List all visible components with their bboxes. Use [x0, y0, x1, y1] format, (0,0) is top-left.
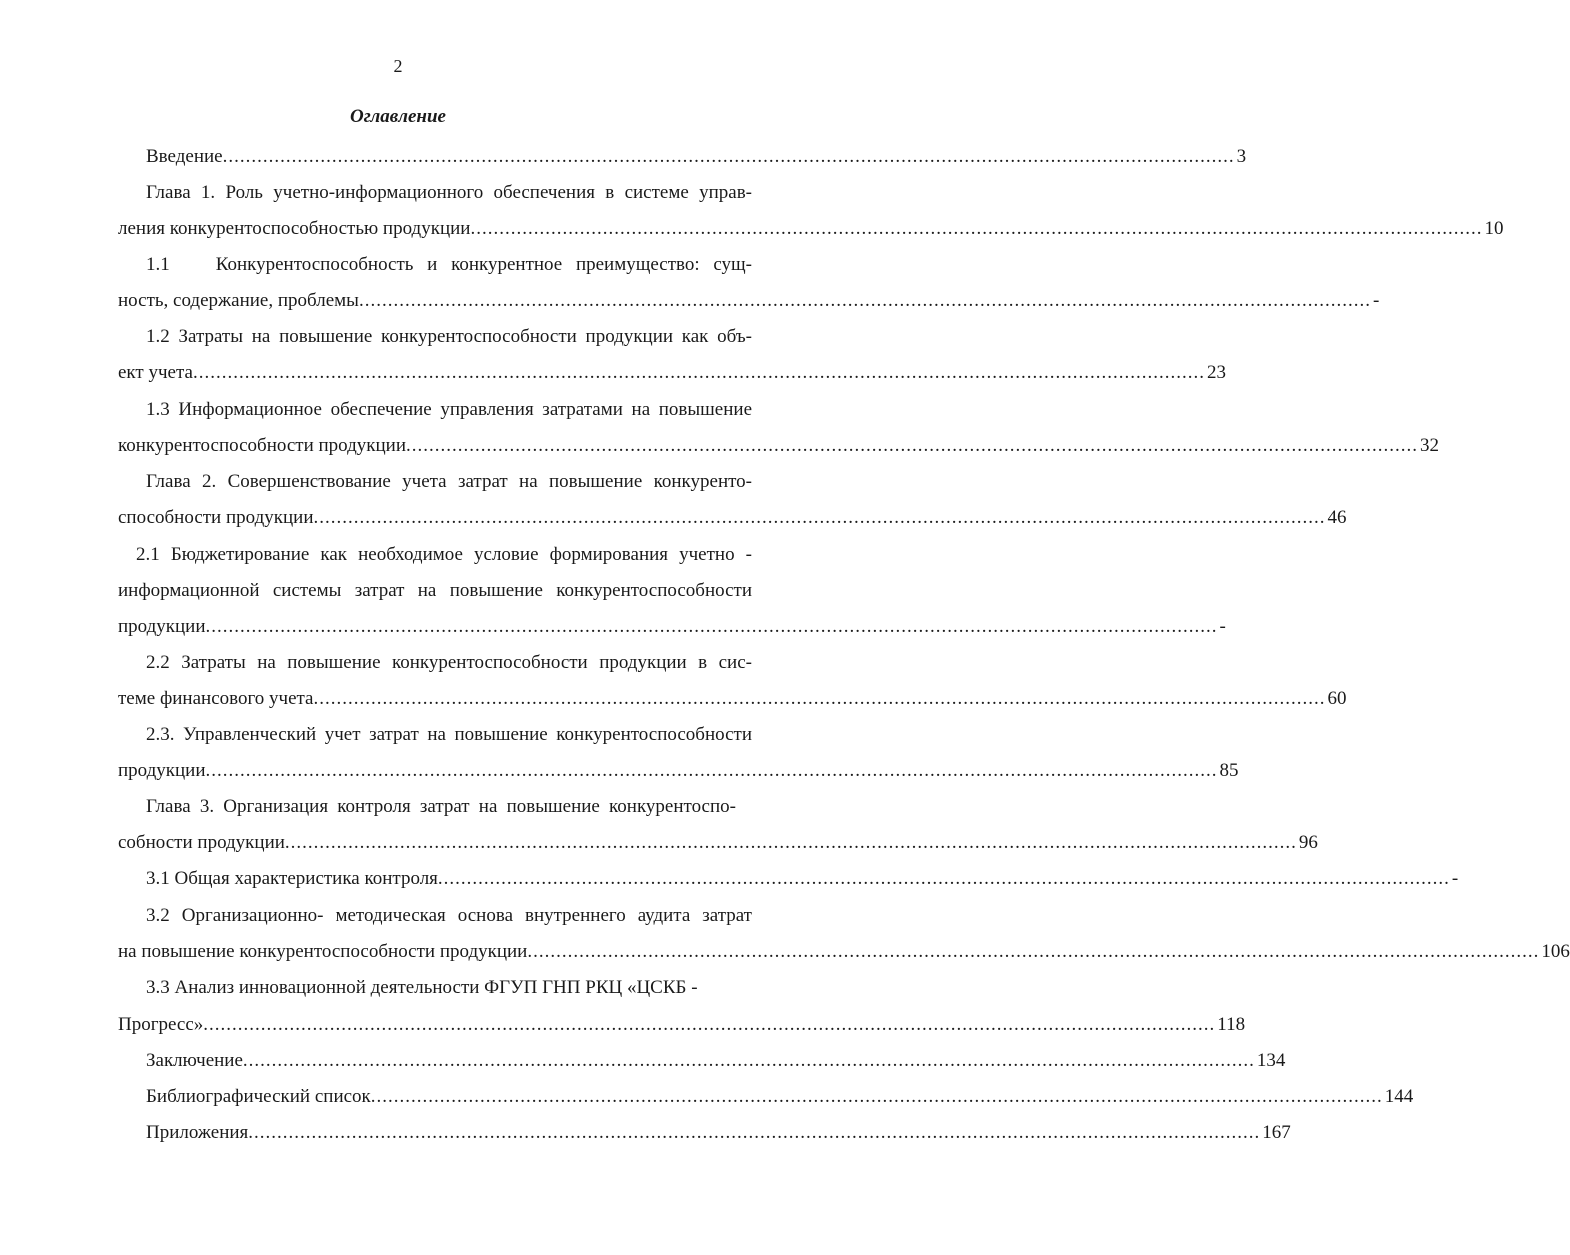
- toc-entry-1-1: [146, 252, 752, 278]
- toc-entry-3-2-cont: [118, 939, 1570, 965]
- toc-entry-3-3: 3.3 Анализ инновационной деятельности ФГУП ГНП РКЦ «ЦСКБ -: [146, 977, 698, 998]
- toc-entry-text: Введение: [146, 146, 223, 167]
- toc-entry-chapter-2: Глава 2. Совершенствование учета затрат на повышение конкуренто-: [146, 471, 752, 492]
- leader-dots: ................................................................................................................................................................................: [284, 832, 1297, 853]
- toc-entry-2-3: 2.3. Управленческий учет затрат на повышение конкурентоспособности: [146, 724, 752, 745]
- toc-entry-chapter-3-cont: [118, 830, 1318, 856]
- toc-page-number: 134: [1256, 1050, 1286, 1071]
- toc-entry-2-3-cont: [118, 758, 1239, 784]
- toc-entry-2-2-cont: [118, 686, 1347, 712]
- leader-dots: ................................................................................................................................................................................: [470, 218, 1483, 239]
- leader-dots: ................................................................................................................................................................................: [406, 435, 1419, 456]
- toc-entry-1-3: 1.3 Информационное обеспечение управления затратами на повышение: [146, 399, 752, 420]
- toc-page-number: 118: [1217, 1014, 1246, 1035]
- toc-page-number: 10: [1484, 218, 1504, 239]
- toc-entry-chapter-1-cont: [118, 216, 1504, 242]
- toc-page-number: 167: [1262, 1122, 1291, 1143]
- toc-entry-text: ления конкурентоспособностью продукции: [118, 218, 471, 239]
- toc-entry-chapter-1: Глава 1. Роль учетно-информационного обеспечения в системе управ-: [146, 182, 752, 203]
- toc-entry-text: ект учета: [118, 362, 193, 383]
- toc-title: Оглавление: [350, 106, 446, 127]
- toc-entry-text: способности продукции: [118, 507, 314, 528]
- toc-entry-text: продукции: [118, 616, 206, 637]
- toc-section-number: 1.1: [146, 254, 170, 275]
- toc-page-number: 106: [1541, 941, 1570, 962]
- toc-page-number: 144: [1384, 1086, 1414, 1107]
- toc-entry-text: собности продукции: [118, 832, 285, 853]
- toc-page-number: 60: [1327, 688, 1347, 709]
- leader-dots: ................................................................................................................................................................................: [205, 616, 1218, 637]
- leader-dots: ................................................................................................................................................................................: [437, 868, 1450, 889]
- toc-entry-2-1: 2.1 Бюджетирование как необходимое условие формирования учетно -: [136, 544, 752, 565]
- toc-entry-text: конкурентоспособности продукции: [118, 435, 407, 456]
- toc-entry-2-1-cont2: [118, 614, 1226, 640]
- toc-entry-text: Библиографический список: [146, 1086, 371, 1107]
- toc-page-number: 46: [1327, 507, 1347, 528]
- toc-entry-1-3-cont: [118, 433, 1440, 459]
- toc-entry-text: Заключение: [146, 1050, 243, 1071]
- toc-entry-text: 3.1 Общая характеристика контроля: [146, 868, 438, 889]
- toc-entry-1-2: 1.2 Затраты на повышение конкурентоспособности продукции как объ-: [146, 326, 752, 347]
- toc-page-number: 3: [1236, 146, 1247, 167]
- leader-dots: ................................................................................................................................................................................: [203, 1014, 1216, 1035]
- toc-entry-conclusion: [146, 1048, 1286, 1074]
- leader-dots: ................................................................................................................................................................................: [248, 1122, 1261, 1143]
- leader-dots: ................................................................................................................................................................................: [222, 146, 1235, 167]
- toc-entry-bibliography: [146, 1084, 1414, 1110]
- toc-entry-text: продукции: [118, 760, 206, 781]
- leader-dots: ................................................................................................................................................................................: [313, 688, 1326, 709]
- toc-entry-2-1-cont: информационной системы затрат на повышение конкурентоспособности: [118, 580, 752, 601]
- leader-dots: ................................................................................................................................................................................: [192, 362, 1205, 383]
- toc-entry-3-1: [146, 866, 1459, 892]
- leader-dots: ................................................................................................................................................................................: [358, 290, 1371, 311]
- leader-dots: ................................................................................................................................................................................: [313, 507, 1326, 528]
- leader-dots: ................................................................................................................................................................................: [242, 1050, 1255, 1071]
- toc-entry-text: на повышение конкурентоспособности продукции: [118, 941, 528, 962]
- toc-entry-chapter-2-cont: [118, 505, 1347, 531]
- toc-page-number: 23: [1206, 362, 1226, 383]
- toc-page-number: 85: [1219, 760, 1239, 781]
- toc-entry-1-1-cont: [118, 288, 1380, 314]
- toc-page-number: -: [1219, 616, 1226, 637]
- toc-entry-1-2-cont: [118, 360, 1226, 386]
- toc-entry-3-3-cont: [118, 1012, 1246, 1038]
- toc-page-number: 96: [1298, 832, 1318, 853]
- toc-entry-text: Приложения: [146, 1122, 249, 1143]
- toc-entry-chapter-3: Глава 3. Организация контроля затрат на повышение конкурентоспо-: [146, 796, 736, 817]
- toc-entry-text: ность, содержание, проблемы: [118, 290, 359, 311]
- toc-page-number: -: [1451, 868, 1459, 889]
- leader-dots: ................................................................................................................................................................................: [370, 1086, 1383, 1107]
- toc-page-number: 32: [1420, 435, 1440, 456]
- toc-entry-3-2: 3.2 Организационно- методическая основа внутреннего аудита затрат: [146, 905, 752, 926]
- toc-page-number: -: [1372, 290, 1380, 311]
- toc-entry-text: теме финансового учета: [118, 688, 314, 709]
- toc-entry-text: Конкурентоспособность и конкурентное преимущество: сущ-: [215, 254, 752, 275]
- toc-entry-appendices: [146, 1120, 1291, 1146]
- toc-entry-introduction: [146, 144, 1247, 170]
- toc-entry-2-2: 2.2 Затраты на повышение конкурентоспособности продукции в сис-: [146, 652, 752, 673]
- page-number: 2: [393, 56, 403, 76]
- toc-entry-text: Прогресс»: [118, 1014, 204, 1035]
- leader-dots: ................................................................................................................................................................................: [205, 760, 1218, 781]
- leader-dots: ................................................................................................................................................................................: [527, 941, 1540, 962]
